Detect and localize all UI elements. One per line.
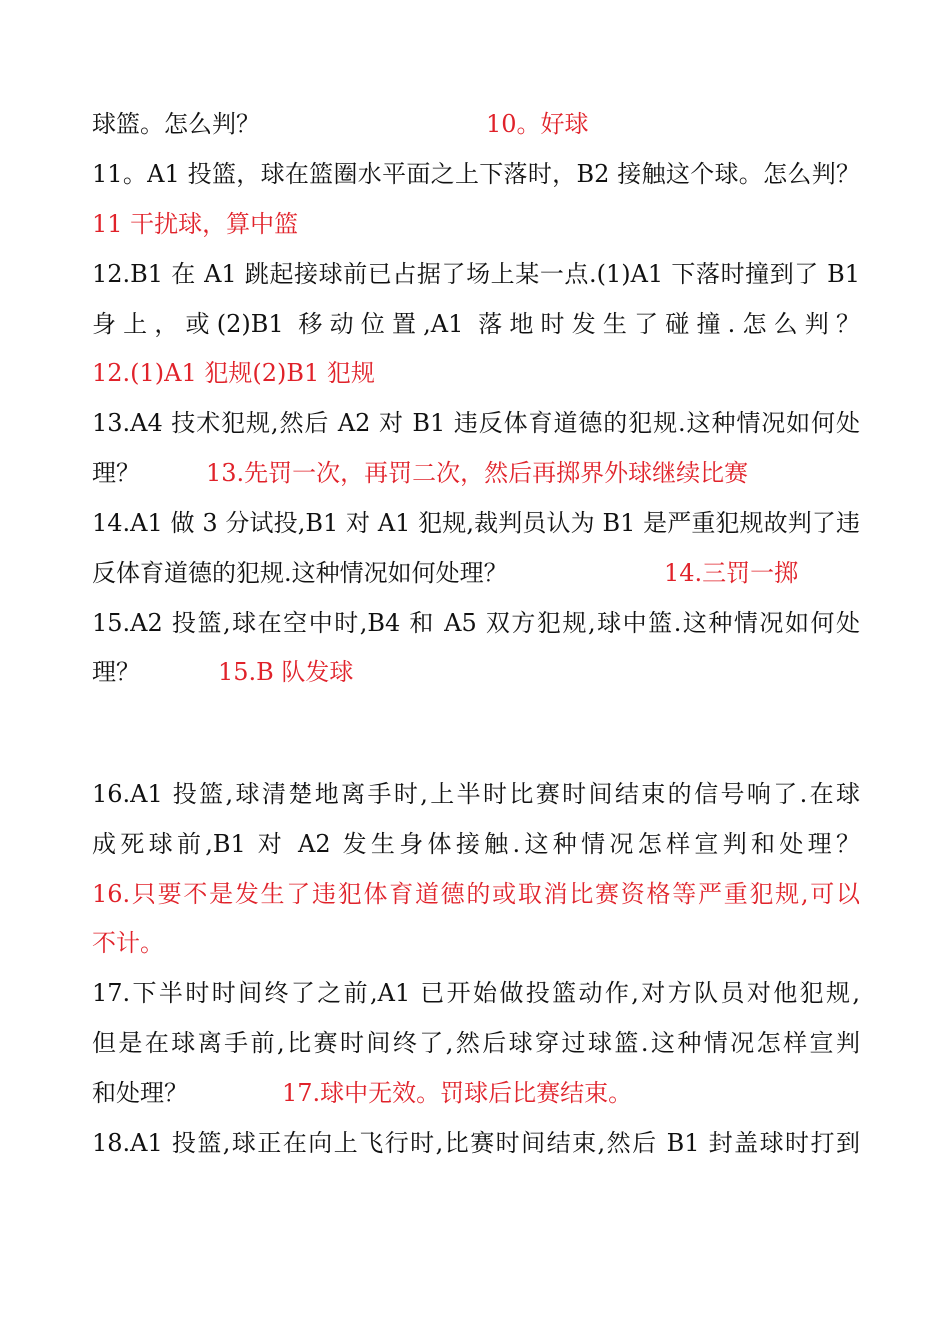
question-line: 16.A1 投篮,球清楚地离手时,上半时比赛时间结束的信号响了.在球 [92,780,860,808]
text-line [92,1077,860,1109]
question-text: 反体育道德的犯规.这种情况如何处理？ [92,559,508,587]
answer-line: 不计。 [92,929,164,957]
question-line: 15.A2 投篮,球在空中时,B4 和 A5 双方犯规,球中篮.这种情况如何处 [92,609,860,637]
question-line: 14.A1 做 3 分试投,B1 对 A1 犯规,裁判员认为 B1 是严重犯规故判了违 [92,509,860,537]
question-line: 11。A1 投篮，球在篮圈水平面之上下落时，B2 接触这个球。怎么判？ [92,160,860,188]
question-line: 成死球前,B1 对 A2 发生身体接触.这种情况怎样宣判和处理？ [92,830,860,858]
question-line: 12.B1 在 A1 跳起接球前已占据了场上某一点.(1)A1 下落时撞到了 B1 [92,260,860,288]
answer-text: 14.三罚一掷 [664,559,799,587]
text-line [92,656,860,688]
answer-line: 16.只要不是发生了违犯体育道德的或取消比赛资格等严重犯规,可以 [92,880,860,908]
answer-line: 12.(1)A1 犯规(2)B1 犯规 [92,359,375,387]
answer-text: 10。好球 [486,110,589,138]
question-text: 理？ [92,658,140,686]
text-line [92,557,860,589]
text-line [92,457,860,489]
question-line: 但是在球离手前,比赛时间终了,然后球穿过球篮.这种情况怎样宣判 [92,1029,860,1057]
question-line: 13.A4 技术犯规,然后 A2 对 B1 违反体育道德的犯规.这种情况如何处 [92,409,860,437]
answer-text: 15.B 队发球 [218,658,354,686]
answer-line: 11 干扰球，算中篮 [92,210,299,238]
answer-text: 17.球中无效。罚球后比赛结束。 [282,1079,633,1107]
answer-text: 13.先罚一次，再罚二次，然后再掷界外球继续比赛 [206,459,749,487]
question-text: 理？ [92,459,140,487]
question-text: 球篮。怎么判？ [92,110,260,138]
question-line: 17.下半时时间终了之前,A1 已开始做投篮动作,对方队员对他犯规, [92,979,860,1007]
question-line: 18.A1 投篮,球正在向上飞行时,比赛时间结束,然后 B1 封盖球时打到 [92,1129,860,1157]
text-line [92,108,860,140]
question-text: 和处理？ [92,1079,188,1107]
question-line: 身上，或(2)B1 移动位置,A1 落地时发生了碰撞.怎么判？ [92,310,860,338]
